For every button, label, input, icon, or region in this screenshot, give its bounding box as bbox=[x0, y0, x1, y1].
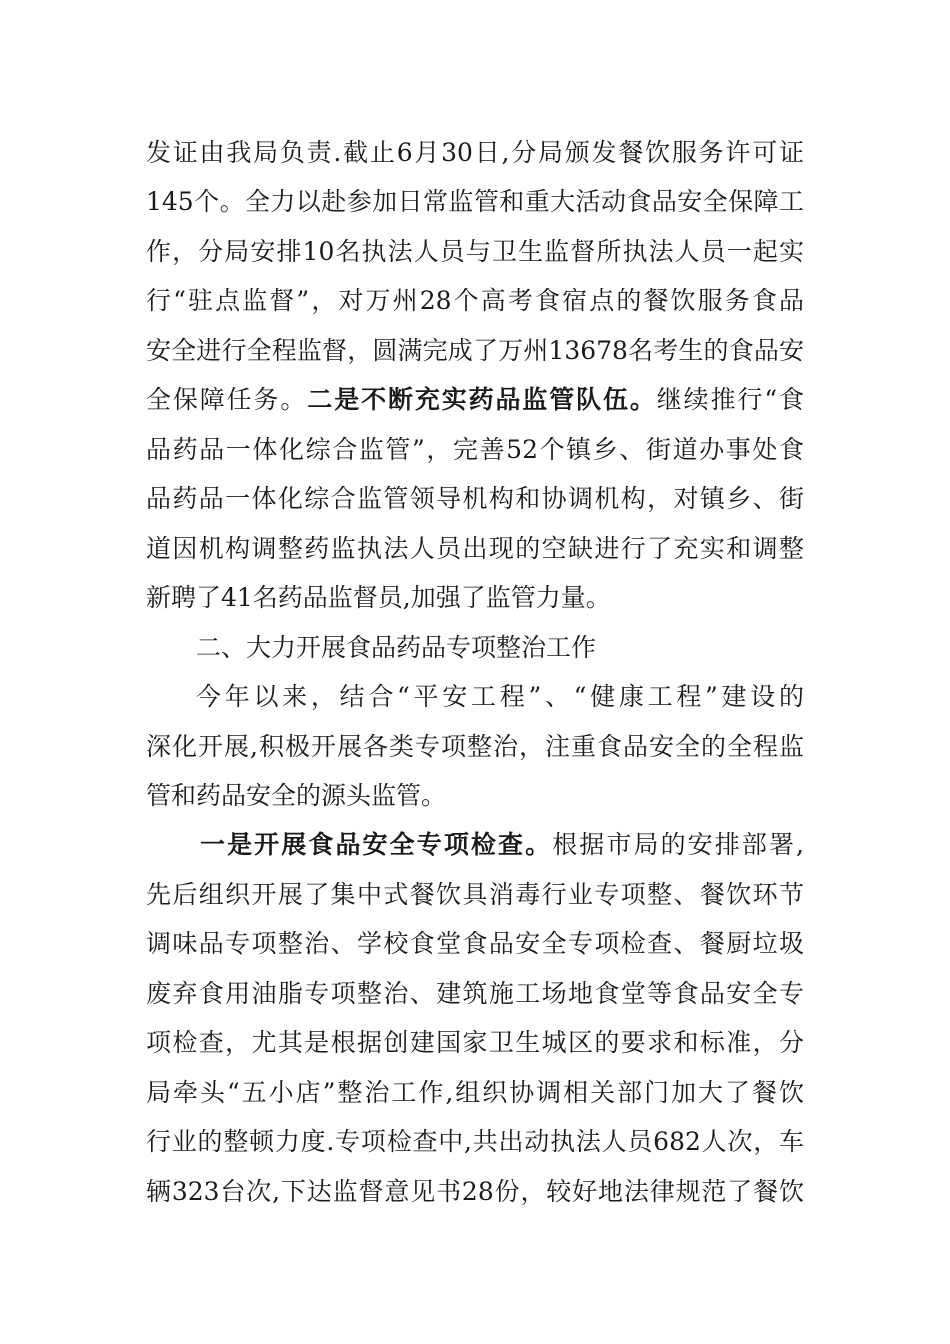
paragraph-line: 辆323台次,下达监督意见书28份，较好地法律规范了餐饮 bbox=[146, 1177, 804, 1206]
line-text: 继续推行“食 bbox=[656, 385, 804, 414]
line-text: 全保障任务。 bbox=[146, 385, 308, 414]
bold-subheading: 一是开展食品安全专项检查。 bbox=[200, 830, 553, 859]
paragraph-line: 调味品专项整治、学校食堂食品安全专项检查、餐厨垃圾 bbox=[146, 929, 804, 958]
paragraph-line: 行业的整顿力度.专项检查中,共出动执法人员682人次，车 bbox=[146, 1127, 804, 1156]
paragraph-line bbox=[200, 820, 804, 869]
paragraph-line: 品药品一体化综合监管领导机构和协调机构，对镇乡、街 bbox=[146, 484, 804, 513]
paragraph-line: 管和药品安全的源头监管。 bbox=[146, 781, 447, 810]
paragraph-line: 发证由我局负责.截止6月30日,分局颁发餐饮服务许可证 bbox=[146, 138, 804, 167]
paragraph-line: 局牵头“五小店”整治工作,组织协调相关部门加大了餐饮 bbox=[146, 1078, 804, 1107]
paragraph-line: 深化开展,积极开展各类专项整治，注重食品安全的全程监 bbox=[146, 732, 804, 761]
paragraph-line bbox=[146, 375, 804, 424]
paragraph-line: 今年以来，结合“平安工程”、“健康工程”建设的 bbox=[196, 682, 804, 711]
paragraph-line: 先后组织开展了集中式餐饮具消毒行业专项整、餐饮环节 bbox=[146, 880, 804, 909]
line-text: 根据市局的安排部署, bbox=[552, 830, 804, 859]
paragraph-line: 安全进行全程监督，圆满完成了万州13678名考生的食品安 bbox=[146, 336, 804, 365]
bold-subheading: 二是不断充实药品监管队伍。 bbox=[307, 385, 657, 414]
paragraph-line: 行“驻点监督”，对万州28个高考食宿点的餐饮服务食品 bbox=[146, 286, 804, 315]
section-heading: 二、大力开展食品药品专项整治工作 bbox=[196, 633, 597, 662]
paragraph-line: 废弃食用油脂专项整治、建筑施工场地食堂等食品安全专 bbox=[146, 979, 804, 1008]
paragraph-line: 项检查，尤其是根据创建国家卫生城区的要求和标准，分 bbox=[146, 1028, 804, 1057]
paragraph-line: 道因机构调整药监执法人员出现的空缺进行了充实和调整 bbox=[146, 534, 804, 563]
paragraph-line: 新聘了41名药品监督员,加强了监管力量。 bbox=[146, 583, 611, 612]
paragraph-line: 作，分局安排10名执法人员与卫生监督所执法人员一起实 bbox=[146, 237, 804, 266]
paragraph-line: 品药品一体化综合监管”，完善52个镇乡、街道办事处食 bbox=[146, 435, 804, 464]
paragraph-line: 145个。全力以赴参加日常监管和重大活动食品安全保障工 bbox=[146, 187, 804, 216]
